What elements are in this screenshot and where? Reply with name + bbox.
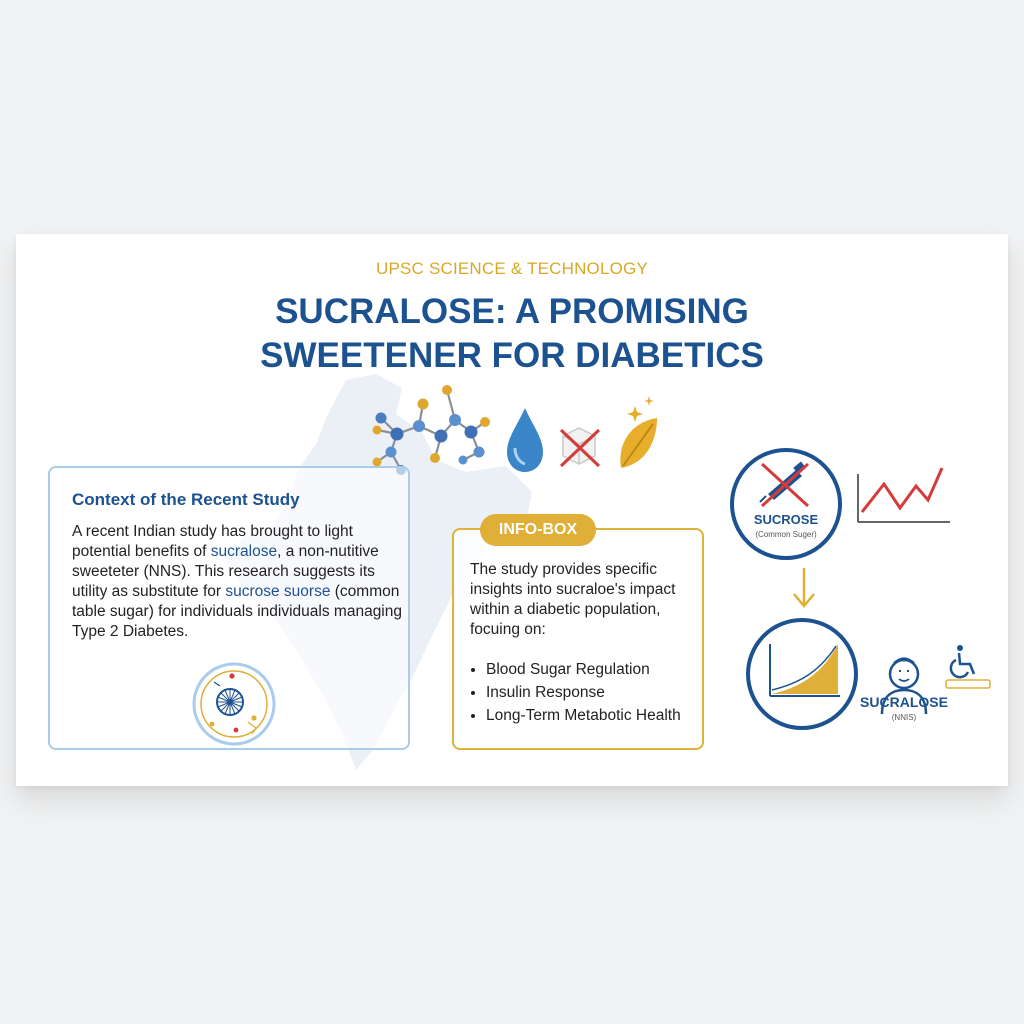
sucralose-circle [748, 620, 856, 728]
research-emblem-icon [192, 662, 276, 746]
molecule-icon [373, 385, 491, 475]
eyebrow-label: UPSC SCIENCE & TECHNOLOGY [375, 259, 649, 278]
down-arrow-icon [794, 568, 814, 606]
context-highlight-sucrose: sucrose suorse [225, 583, 331, 600]
list-item: • Insulin Response [486, 681, 681, 704]
sucralose-label: SUCRALOSE [860, 694, 948, 710]
context-text [72, 522, 402, 642]
sucralose-sublabel: (NNIS) [891, 713, 917, 722]
list-item: • Long-Term Metabotic Health [486, 704, 681, 727]
info-box [452, 528, 704, 750]
spike-graph-icon [858, 468, 950, 522]
list-item: • Blood Sugar Regulation [486, 658, 681, 681]
info-list [468, 658, 681, 727]
title-line-1: SUCRALOSE: A PROMISING [275, 292, 749, 331]
icon-row [351, 382, 661, 478]
info-text: The study provides specific insights into sucraloe's impact within a diabetic population, focuing on: [470, 561, 676, 638]
wheelchair-icon [946, 645, 990, 688]
infographic-card [16, 234, 1008, 786]
sucrose-circle [732, 450, 840, 558]
page-title [16, 290, 1008, 378]
comparison-diagram [716, 434, 1008, 744]
context-text-part-3: (common table sugar) for individuals individuals managing Type 2 Diabetes. [72, 583, 402, 640]
info-badge: INFO-BOX [480, 514, 596, 546]
leaf-icon [620, 396, 657, 468]
sucrose-label: SUCROSE [753, 512, 819, 527]
water-drop-icon [507, 408, 543, 472]
context-title: Context of the Recent Study [72, 490, 300, 509]
sucrose-sublabel: (Common Suger) [755, 530, 817, 539]
context-text-part-1: A recent Indian study has brought to light potential benefits of [72, 523, 353, 560]
title-line-2: SWEETENER FOR DIABETICS [260, 336, 764, 375]
context-box [48, 466, 410, 750]
context-highlight-sucralose: sucralose [210, 543, 278, 560]
sugar-cube-crossed-icon [561, 428, 599, 466]
context-text-part-2: , a non-nutitive sweeteter (NNS). This research suggests its utility as substitute for [72, 543, 379, 600]
